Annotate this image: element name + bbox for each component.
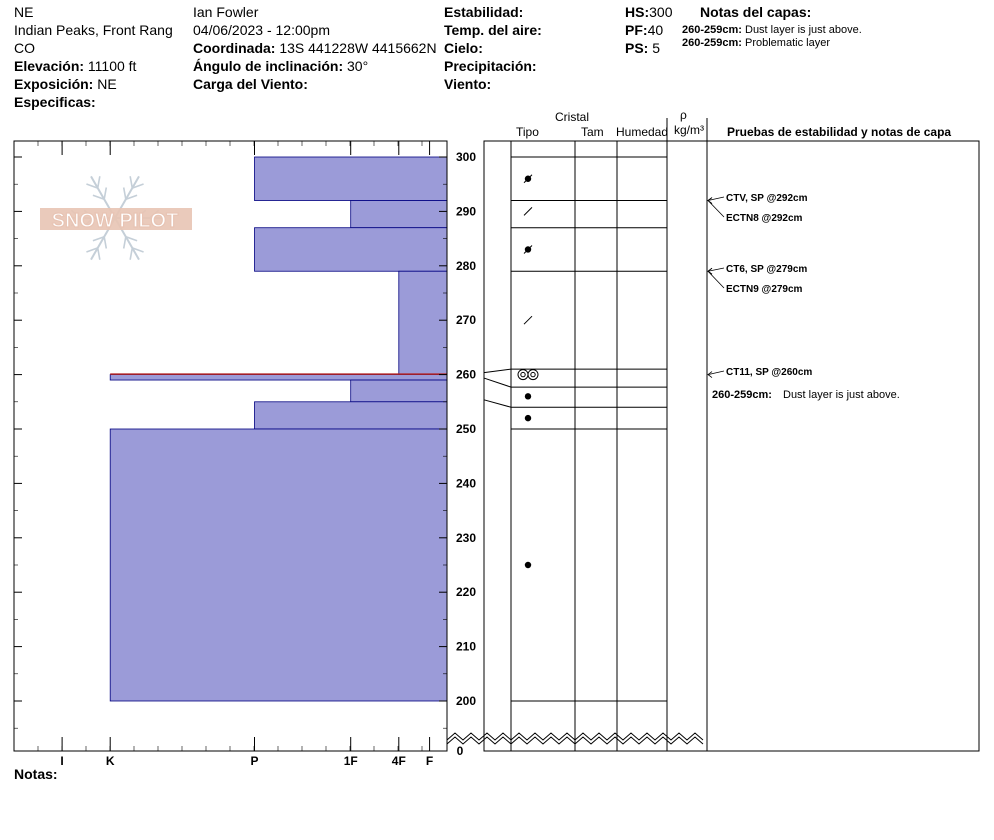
ps-value: 5 [652,40,661,56]
test-label: ECTN9 @279cm [726,284,803,295]
hardness-layer [110,429,447,701]
type-header: Tipo [516,125,539,139]
coord-label: Coordinada: [193,40,276,56]
hardness-layer [351,201,447,228]
crystal-rounded-symbol [525,393,531,399]
snowflake-branch [130,176,132,188]
crystal-decomposing-symbol [524,207,532,215]
slope-label: Ángulo de inclinación: [193,58,344,74]
layer-connector [484,400,511,407]
precip-label: Precipitación: [444,58,537,74]
depth-tick-label: 230 [455,530,477,545]
layer-note-text: Dust layer is just above. [745,24,862,36]
snowflake-branch [98,248,100,260]
elevation-value: 11100 ft [87,58,137,74]
layer-notes-title: Notas del capas: [700,4,812,20]
depth-tick-label: 280 [455,258,477,273]
logo-text: SNOW PILOT [51,210,179,232]
hardness-layer [399,271,447,374]
hardness-layer [255,157,448,201]
snowflake-branch [104,187,106,199]
depth-tick-label: 260 [455,367,477,382]
depth-tick-label: 210 [455,639,477,654]
crystal-melt-inner [531,372,535,376]
depth-tick-label: 200 [455,694,477,708]
ps-label: PS: [625,40,649,56]
state-text: CO [14,40,35,56]
hardness-layer [255,402,448,429]
crystal-melt-inner [521,372,525,376]
layer-connector [484,369,511,372]
air-temp-label: Temp. del aire: [444,22,542,38]
pf-value: 40 [647,22,664,38]
depth-tick-label: 290 [455,204,477,219]
depth-tick-label: 270 [455,313,477,328]
hs-label: HS: [625,4,650,20]
crystal-melt-symbol [528,370,538,380]
slope-value: 30° [347,58,369,74]
depth-tick-label: 250 [455,422,477,436]
depth-tick-label: 300 [455,150,477,164]
profile-grid-frame [484,141,979,751]
hardness-layer [110,375,447,380]
elevation-label: Elevación: [14,58,85,74]
snowpilot-logo [40,176,192,259]
snowflake-branch [104,237,106,249]
snowflake-branch [130,248,132,260]
wind-load-label: Carga del Viento: [193,76,308,92]
snowflake-branch [124,187,126,199]
hardness-layer [351,380,447,402]
observer-text: Ian Fowler [193,4,259,20]
location-text: Indian Peaks, Front Rang [14,22,173,38]
hardness-tick-label: 1F [343,754,358,768]
notes-label: Notas: [14,766,58,782]
test-note-text: Dust layer is just above. [783,389,900,401]
hardness-tick-label: K [105,754,115,768]
wind-label: Viento: [444,76,492,92]
sky-label: Cielo: [444,40,483,56]
moisture-header: Humedad [616,125,669,139]
test-note-range: 260-259cm: [712,389,772,401]
hardness-tick-label: P [250,754,259,768]
depth-tick-label: 220 [455,585,477,600]
snowflake-branch [124,237,126,249]
layer-note-range: 260-259cm: [682,24,742,36]
density-unit-header: kg/m³ [674,123,704,137]
layer-note-range: 260-259cm: [682,37,742,49]
hardness-layer [255,228,448,272]
test-label: CT11, SP @260cm [726,367,813,378]
crystal-decomposing-symbol [524,316,532,324]
test-arrow [708,372,712,378]
layer-note-text: Problematic layer [745,37,830,49]
test-leader-line [708,271,724,288]
layer-connector [484,378,511,387]
rho-header: ρ [680,108,687,122]
size-header: Tam [581,125,604,139]
test-label: CTV, SP @292cm [726,193,808,204]
hardness-tick-label: I [60,754,64,768]
hardness-tick-label: 4F [391,754,406,768]
test-label: CT6, SP @279cm [726,264,808,275]
exposure-value: NE [97,76,117,92]
depth-break-label: 0 [456,744,464,758]
coord-value: 13S 441228W 4415662N [279,40,437,56]
crystal-header: Cristal [555,110,590,124]
pf-label: PF: [625,22,648,38]
crystal-rounded-symbol [525,415,531,421]
datetime-text: 04/06/2023 - 12:00pm [193,22,330,38]
stability-label: Estabilidad: [444,4,524,20]
test-label: ECTN8 @292cm [726,213,803,224]
hardness-tick-label: F [425,754,434,768]
aspect-text: NE [14,4,34,20]
tests-header: Pruebas de estabilidad y notas de capa [727,125,952,139]
exposure-label: Exposición: [14,76,94,92]
crystal-rounded-symbol [525,562,531,568]
specifics-label: Especificas: [14,94,96,110]
snowflake-branch [98,176,100,188]
crystal-melt-symbol [518,370,528,380]
test-leader-line [708,201,724,217]
hs-value: 300 [649,4,673,20]
depth-tick-label: 240 [455,476,477,491]
